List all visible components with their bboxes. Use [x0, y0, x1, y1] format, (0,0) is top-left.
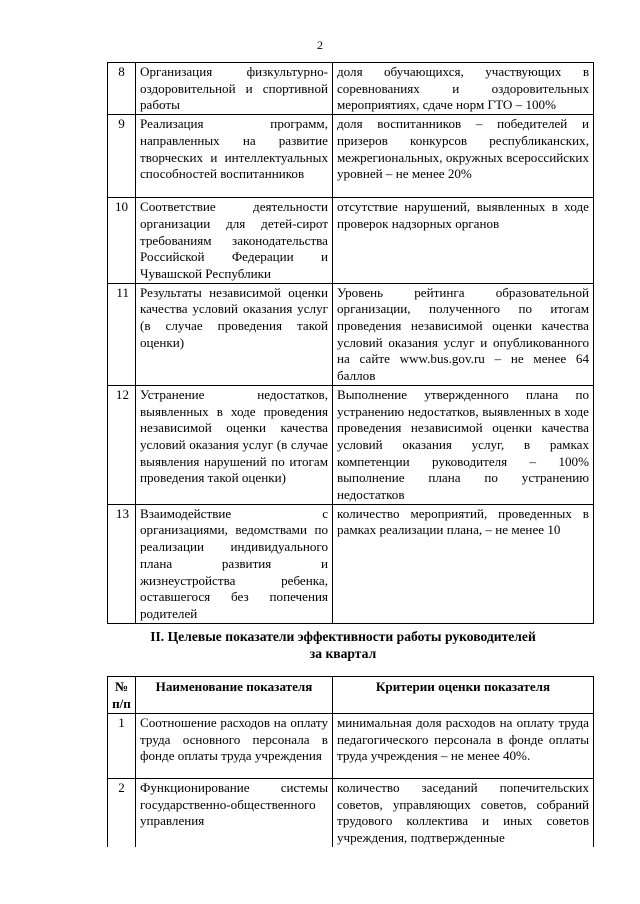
- indicator-criteria: доля обучающихся, участвующих в соревнованиях и оздоровительных мероприятиях, сдаче норм ГТО – 100%: [333, 63, 594, 115]
- indicator-name: Функционирование системы государственно-общественного управления: [136, 779, 333, 847]
- table-row: [108, 63, 594, 115]
- indicator-name: Реализация программ, направленных на развитие творческих и интеллектуальных способностей воспитанников: [136, 115, 333, 198]
- header-criteria: Критерии оценки показателя: [333, 677, 594, 714]
- header-name: Наименование показателя: [136, 677, 333, 714]
- row-number: 9: [108, 115, 136, 198]
- row-number: 11: [108, 283, 136, 385]
- row-number: 13: [108, 504, 136, 623]
- row-number: 12: [108, 385, 136, 504]
- indicator-name: Устранение недостатков, выявленных в ходе проведения независимой оценки качества условий оказания услуг (в случае выявления нарушений по итогам проведения такой оценки): [136, 385, 333, 504]
- table-row: [108, 779, 594, 847]
- table-row: [108, 385, 594, 504]
- indicator-criteria: отсутствие нарушений, выявленных в ходе проверок надзорных органов: [333, 198, 594, 284]
- section-title-line2: за квартал: [309, 646, 377, 661]
- table-row: [108, 115, 594, 198]
- indicators-table-part1: [107, 62, 594, 624]
- indicator-name: Результаты независимой оценки качества условий оказания услуг (в случае проведения такой оценки): [136, 283, 333, 385]
- row-number: 10: [108, 198, 136, 284]
- header-num: № п/п: [108, 677, 136, 714]
- row-number: 1: [108, 714, 136, 779]
- page-number: 2: [317, 38, 323, 52]
- section-title-line1: II. Целевые показатели эффективности работы руководителей: [150, 629, 536, 644]
- indicator-criteria: Уровень рейтинга образовательной организации, полученного по итогам проведения независимой оценки качества условий оказания услуг и опубликованного на сайте www.bus.gov.ru – не менее 64 баллов: [333, 283, 594, 385]
- indicator-name: Взаимодействие с организациями, ведомствами по реализации индивидуального плана развития и жизнеустройства ребенка, оставшегося без попечения родителей: [136, 504, 333, 623]
- indicator-name: Соотношение расходов на оплату труда основного персонала в фонде оплаты труда учреждения: [136, 714, 333, 779]
- row-number: 2: [108, 779, 136, 847]
- indicator-criteria: доля воспитанников – победителей и призеров конкурсов республиканских, межрегиональных, окружных всероссийских уровней – не менее 20%: [333, 115, 594, 198]
- table-row: [108, 714, 594, 779]
- indicator-name: Организация физкультурно-оздоровительной и спортивной работы: [136, 63, 333, 115]
- indicator-criteria: количество мероприятий, проведенных в рамках реализации плана, – не менее 10: [333, 504, 594, 623]
- table-row: [108, 283, 594, 385]
- table-row: [108, 504, 594, 623]
- table-header-row: [108, 677, 594, 714]
- table-row: [108, 198, 594, 284]
- indicator-criteria: количество заседаний попечительских советов, управляющих советов, собраний трудового коллектива и иных советов учреждения, подтвержденные: [333, 779, 594, 847]
- indicator-criteria: Выполнение утвержденного плана по устранению недостатков, выявленных в ходе проведения независимой оценки качества условий оказания услуг, в рамках компетенции руководителя – 100% выполнение плана по устранению недостатков: [333, 385, 594, 504]
- indicators-table-part2: [107, 676, 594, 847]
- row-number: 8: [108, 63, 136, 115]
- indicator-criteria: минимальная доля расходов на оплату труда педагогического персонала в фонде оплаты труда учреждения – не менее 40%.: [333, 714, 594, 779]
- indicator-name: Соответствие деятельности организации для детей-сирот требованиям законодательства Российской Федерации и Чувашской Республики: [136, 198, 333, 284]
- section-title: [100, 628, 586, 662]
